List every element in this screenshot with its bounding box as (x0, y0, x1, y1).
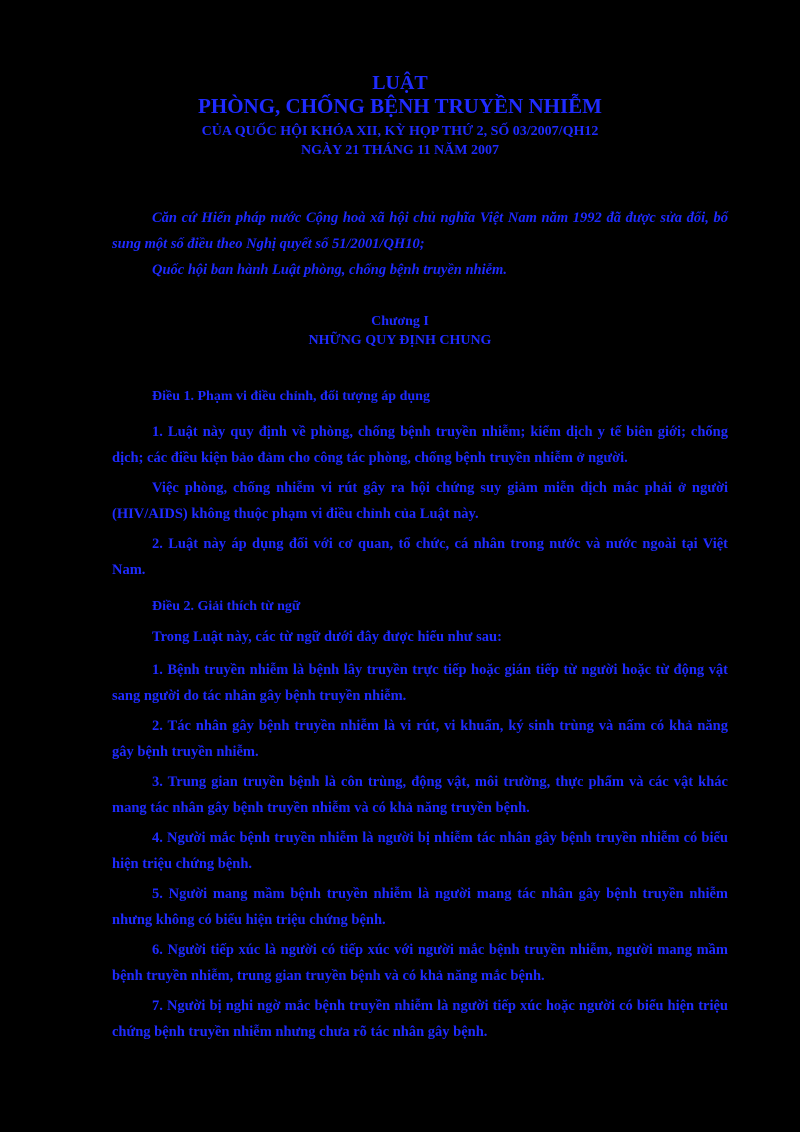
article-2-heading: Điều 2. Giải thích từ ngữ (152, 599, 301, 614)
chapter-title: NHỮNG QUY ĐỊNH CHUNG (308, 333, 492, 348)
law-title: PHÒNG, CHỐNG BỆNH TRUYỀN NHIỄM (198, 94, 602, 118)
article-1-clause-1: 1. Luật này quy định về phòng, chống bệnh truyền nhiễm; kiểm dịch y tế biên giới; chống dịch; các điều kiện bảo đảm cho công tác phòng, chống bệnh truyền nhiễm ở người. (112, 424, 728, 466)
article-2-item-6: 6. Người tiếp xúc là người có tiếp xúc với người mắc bệnh truyền nhiễm, người mang mầm bệnh truyền nhiễm, trung gian truyền bệnh và có khả năng mắc bệnh. (112, 942, 728, 984)
article-1-clause-1b: Việc phòng, chống nhiễm vi rút gây ra hội chứng suy giảm miễn dịch mắc phải ở người (HIV/AIDS) không thuộc phạm vi điều chỉnh của Luật này. (112, 480, 728, 522)
article-1-clause-2: 2. Luật này áp dụng đối với cơ quan, tổ chức, cá nhân trong nước và nước ngoài tại Việt Nam. (112, 536, 728, 578)
article-1-heading: Điều 1. Phạm vi điều chỉnh, đối tượng áp dụng (152, 389, 430, 404)
law-issuer: CỦA QUỐC HỘI KHÓA XII, KỲ HỌP THỨ 2, SỐ 03/2007/QH12 (201, 124, 599, 139)
preamble-enact: Quốc hội ban hành Luật phòng, chống bệnh truyền nhiễm. (152, 262, 507, 278)
article-2-item-3: 3. Trung gian truyền bệnh là côn trùng, động vật, môi trường, thực phẩm và các vật khác mang tác nhân gây bệnh truyền nhiễm và có khả năng truyền bệnh. (112, 774, 728, 816)
preamble-basis: Căn cứ Hiến pháp nước Cộng hoà xã hội chủ nghĩa Việt Nam năm 1992 đã được sửa đổi, bổ sung một số điều theo Nghị quyết số 51/2001/QH10; (112, 210, 728, 252)
article-2-item-5: 5. Người mang mầm bệnh truyền nhiễm là người mang tác nhân gây bệnh truyền nhiễm nhưng không có biểu hiện triệu chứng bệnh. (112, 886, 728, 928)
article-2-item-4: 4. Người mắc bệnh truyền nhiễm là người bị nhiễm tác nhân gây bệnh truyền nhiễm có biểu hiện triệu chứng bệnh. (112, 830, 728, 872)
law-date: NGÀY 21 THÁNG 11 NĂM 2007 (301, 143, 499, 158)
article-2-item-7: 7. Người bị nghi ngờ mắc bệnh truyền nhiễm là người tiếp xúc hoặc người có biểu hiện triệu chứng bệnh truyền nhiễm nhưng chưa rõ tác nhân gây bệnh. (112, 998, 728, 1040)
law-heading: LUẬT (372, 72, 428, 94)
article-2-intro: Trong Luật này, các từ ngữ dưới đây được hiểu như sau: (152, 629, 502, 645)
chapter-number: Chương I (371, 314, 429, 329)
article-2-item-2: 2. Tác nhân gây bệnh truyền nhiễm là vi rút, vi khuẩn, ký sinh trùng và nấm có khả năng gây bệnh truyền nhiễm. (112, 718, 728, 760)
article-2-item-1: 1. Bệnh truyền nhiễm là bệnh lây truyền trực tiếp hoặc gián tiếp từ người hoặc từ động vật sang người do tác nhân gây bệnh truyền nhiễm. (112, 662, 728, 704)
